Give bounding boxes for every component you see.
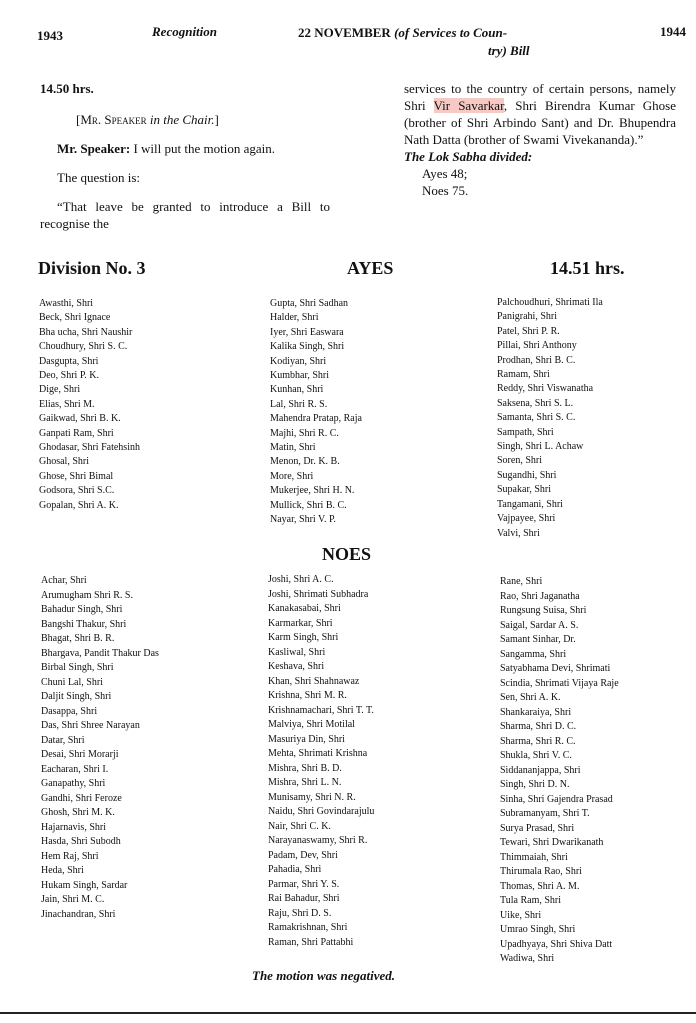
member-name: Jinachandran, Shri (41, 908, 116, 920)
member-name: Tula Ram, Shri (500, 895, 562, 906)
member-name: Deo, Shri P. K. (39, 370, 100, 382)
member-name: Pillai, Shri Anthony (497, 340, 577, 352)
member-name: Saksena, Shri S. L. (497, 397, 574, 409)
member-name: Arumugham Shri R. S. (41, 589, 133, 601)
member-name: Kalika Singh, Shri (270, 341, 345, 353)
noes-column-2 (268, 573, 374, 950)
member-name: Ramakrishnan, Shri (268, 922, 348, 933)
member-name: Thirumala Rao, Shri (500, 866, 582, 877)
member-name: Bangshi Thakur, Shri (41, 618, 127, 630)
division-number: Division No. 3 (38, 258, 146, 278)
member-name: Upadhyaya, Shri Shiva Datt (500, 938, 613, 950)
bill-title-line2: try) Bill (488, 43, 530, 58)
member-name: Mishra, Shri B. D. (268, 762, 342, 774)
noes-heading: NOES (322, 544, 372, 564)
member-name: Surya Prasad, Shri (500, 822, 575, 834)
member-name: Kanakasabai, Shri (268, 603, 341, 614)
speaker-name: Mr. Speaker: (57, 141, 131, 156)
member-name: Hukam Singh, Sardar (41, 879, 128, 891)
member-name: Mukerjee, Shri H. N. (270, 485, 355, 497)
bill-title-line1: (of Services to Coun- (394, 25, 508, 40)
member-name: Hem Raj, Shri (41, 850, 99, 862)
member-name: Choudhury, Shri S. C. (39, 341, 128, 353)
member-name: Tangamani, Shri (497, 498, 563, 510)
member-name: Nayar, Shri V. P. (270, 514, 336, 526)
member-name: Thimmaiah, Shri (500, 851, 568, 863)
member-name: Shankaraiya, Shri (500, 706, 572, 718)
member-name: Gupta, Shri Sadhan (270, 298, 349, 309)
ayes-count: Ayes 48; (422, 166, 468, 181)
ayes-column-2 (270, 297, 362, 528)
speaker-statement: Mr. Speaker: I will put the motion again. (57, 141, 275, 156)
member-name: Kumbhar, Shri (270, 370, 330, 382)
member-name: Saigal, Sardar A. S. (500, 619, 579, 631)
member-name: Karm Singh, Shri (268, 632, 339, 643)
right-text-column (404, 80, 676, 199)
member-name: Birbal Singh, Shri (41, 662, 114, 673)
member-name: Malviya, Shri Motilal (268, 719, 355, 730)
member-name: Uike, Shri (500, 909, 542, 921)
division-heading (38, 258, 658, 284)
member-name: Sinha, Shri Gajendra Prasad (500, 793, 613, 805)
member-name: Bhagat, Shri B. R. (41, 633, 115, 644)
member-name: Daljit Singh, Shri (41, 691, 112, 702)
member-name: Dasgupta, Shri (39, 355, 99, 367)
member-name: Palchoudhuri, Shrimati Ila (497, 297, 603, 308)
noes-column-3 (500, 575, 619, 967)
member-name: Hajarnavis, Shri (41, 821, 106, 833)
division-time: 14.51 hrs. (550, 258, 625, 278)
running-date-title (298, 24, 618, 60)
member-name: Sen, Shri A. K. (500, 692, 561, 703)
member-name: Khan, Shri Shahnawaz (268, 675, 360, 687)
member-name: Hasda, Shri Subodh (41, 836, 121, 847)
question-line: The question is: (57, 170, 141, 185)
member-name: Eacharan, Shri I. (41, 763, 109, 775)
member-name: Vajpayee, Shri (497, 513, 556, 525)
member-name: Rao, Shri Jaganatha (500, 590, 580, 602)
member-name: Samant Sinhar, Dr. (500, 634, 576, 645)
member-name: Ghodasar, Shri Fatehsinh (39, 442, 140, 454)
member-name: Pahadia, Shri (268, 864, 322, 875)
member-name: Ganapathy, Shri (41, 778, 106, 789)
member-name: Kasliwal, Shri (268, 646, 326, 658)
motion-result: The motion was negatived. (252, 968, 395, 983)
motion-continued: services to the country of certain persons, namely Shri Vir Savarkar, Shri Birendra Kumar Ghose (brother of Shri Arbindo Sant) and Dr. Bhupendra Nath Datta (brother of Swami Vivekananda).” (404, 81, 676, 147)
time-stamp: 14.50 hrs. (40, 81, 94, 96)
member-name: Heda, Shri (41, 865, 84, 876)
member-name: Menon, Dr. K. B. (270, 456, 340, 468)
member-name: Singh, Shri D. N. (500, 779, 570, 790)
member-name: Achar, Shri (41, 575, 87, 586)
member-name: Das, Shri Shree Narayan (41, 720, 140, 731)
member-name: Mullick, Shri B. C. (270, 499, 347, 511)
member-name: Narayanaswamy, Shri R. (268, 835, 368, 846)
member-name: Panigrahi, Shri (497, 311, 557, 323)
member-name: Bhargava, Pandit Thakur Das (41, 647, 159, 659)
member-name: Dasappa, Shri (41, 705, 98, 717)
member-name: Awasthi, Shri (39, 298, 94, 309)
member-name: Masuriya Din, Shri (268, 733, 345, 745)
member-name: Scindia, Shrimati Vijaya Raje (500, 677, 619, 689)
page-year-right: 1944 (660, 24, 686, 39)
member-name: Gandhi, Shri Feroze (41, 792, 122, 804)
member-name: Beck, Shri Ignace (39, 312, 111, 324)
member-name: Munisamy, Shri N. R. (268, 791, 356, 803)
ayes-column-1 (39, 297, 140, 513)
division-note: The Lok Sabha divided: (404, 149, 533, 164)
member-name: Kodiyan, Shri (270, 355, 327, 367)
member-name: Sharma, Shri R. C. (500, 735, 576, 747)
highlighted-name: Vir Savarkar (433, 98, 504, 113)
member-name: Soren, Shri (497, 455, 542, 467)
member-name: Godsora, Shri S.C. (39, 485, 115, 497)
member-name: Prodhan, Shri B. C. (497, 354, 576, 366)
member-name: Ganpati Ram, Shri (39, 427, 114, 439)
member-name: Mahendra Pratap, Raja (270, 413, 362, 425)
bottom-rule (0, 1012, 696, 1014)
member-name: Patel, Shri P. R. (497, 325, 560, 337)
member-name: Ghosal, Shri (39, 456, 89, 468)
member-name: Joshi, Shri A. C. (268, 574, 334, 585)
member-name: Chuni Lal, Shri (41, 676, 103, 688)
member-name: Datar, Shri (41, 734, 85, 746)
member-name: Mehta, Shrimati Krishna (268, 748, 368, 759)
member-name: Ghose, Shri Bimal (39, 470, 114, 482)
member-name: Ramam, Shri (497, 369, 550, 381)
chair-note: [Mr. Speaker in the Chair.] (76, 112, 219, 127)
left-text-column (40, 80, 330, 232)
member-name: Sharma, Shri D. C. (500, 721, 577, 732)
member-name: Shukla, Shri V. C. (500, 750, 572, 761)
member-name: Sampath, Shri (497, 426, 554, 438)
member-name: Rai Bahadur, Shri (268, 893, 340, 904)
member-name: Karmarkar, Shri (268, 617, 333, 629)
member-name: Matin, Shri (270, 442, 316, 454)
member-name: Iyer, Shri Easwara (270, 326, 344, 338)
member-name: Naidu, Shri Govindarajulu (268, 806, 375, 817)
member-name: Samanta, Shri S. C. (497, 412, 576, 424)
noes-count: Noes 75. (422, 183, 469, 198)
member-name: Gopalan, Shri A. K. (39, 499, 119, 511)
member-name: Reddy, Shri Viswanatha (497, 383, 594, 395)
member-name: Krishna, Shri M. R. (268, 690, 347, 701)
member-name: Krishnamachari, Shri T. T. (268, 704, 374, 716)
member-name: Parmar, Shri Y. S. (268, 878, 340, 890)
member-name: Raju, Shri D. S. (268, 907, 332, 919)
member-name: Mishra, Shri L. N. (268, 777, 342, 788)
member-name: Sangamma, Shri (500, 648, 567, 660)
member-name: Jain, Shri M. C. (41, 894, 105, 905)
member-name: Gaikwad, Shri B. K. (39, 413, 121, 425)
ayes-heading: AYES (347, 258, 394, 278)
member-name: Thomas, Shri A. M. (500, 880, 580, 892)
member-name: Wadiwa, Shri (500, 953, 555, 964)
member-name: Sugandhi, Shri (497, 469, 557, 481)
member-name: More, Shri (270, 470, 314, 482)
member-name: Desai, Shri Morarji (41, 749, 119, 760)
member-name: Elias, Shri M. (39, 398, 95, 410)
member-name: Majhi, Shri R. C. (270, 427, 339, 439)
member-name: Kunhan, Shri (270, 384, 324, 396)
member-name: Rungsung Suisa, Shri (500, 605, 587, 616)
member-name: Lal, Shri R. S. (270, 398, 328, 410)
member-name: Siddananjappa, Shri (500, 764, 581, 776)
member-name: Halder, Shri (270, 312, 319, 324)
date-label: 22 NOVEMBER (298, 25, 391, 40)
member-name: Subramanyam, Shri T. (500, 808, 590, 819)
chair-name: Mr. Speaker (80, 112, 147, 127)
member-name: Umrao Singh, Shri (500, 924, 576, 935)
member-name: Supakar, Shri (497, 484, 552, 496)
member-name: Singh, Shri L. Achaw (497, 441, 584, 453)
running-title: Recognition (152, 24, 218, 39)
member-name: Bha ucha, Shri Naushir (39, 326, 133, 338)
member-name: Bahadur Singh, Shri (41, 604, 123, 615)
member-name: Keshava, Shri (268, 661, 325, 672)
member-name: Joshi, Shrimati Subhadra (268, 588, 369, 600)
member-name: Valvi, Shri (497, 527, 540, 539)
member-name: Dige, Shri (39, 384, 81, 396)
member-name: Rane, Shri (500, 576, 543, 587)
ayes-column-3 (497, 296, 603, 541)
member-name: Ghosh, Shri M. K. (41, 807, 115, 818)
page-year-left: 1943 (37, 28, 63, 43)
member-name: Raman, Shri Pattabhi (268, 936, 354, 948)
noes-column-1 (41, 574, 159, 922)
member-name: Nair, Shri C. K. (268, 820, 331, 832)
member-name: Satyabhama Devi, Shrimati (500, 663, 611, 674)
member-name: Tewari, Shri Dwarikanath (500, 837, 604, 848)
motion-text: “That leave be granted to introduce a Bill to recognise the (40, 199, 330, 231)
member-name: Padam, Dev, Shri (268, 849, 338, 861)
